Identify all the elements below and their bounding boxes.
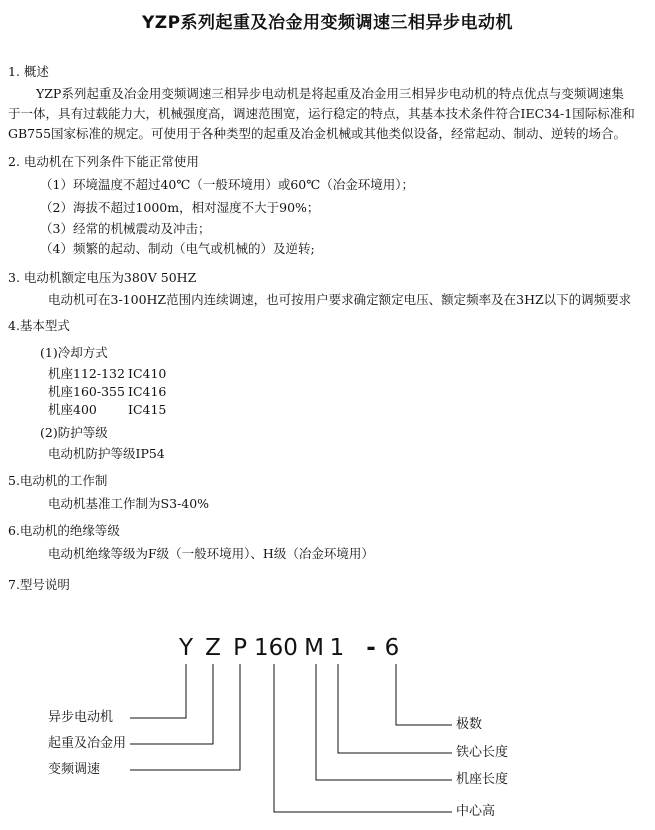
model-code-center-height: 160 (254, 635, 298, 661)
condition-item: （3）经常的机械震动及冲击； (40, 221, 211, 236)
section-3-heading: 3. 电动机额定电压为380V 50HZ (8, 270, 197, 285)
label-center-height: 中心高 (456, 804, 496, 819)
condition-item: （4）频繁的起动、制动（电气或机械的）及逆转; (40, 241, 315, 256)
section-6-heading: 6.电动机的绝缘等级 (8, 523, 120, 538)
label-frame-length: 机座长度 (456, 772, 509, 787)
cooling-heading: (1)冷却方式 (40, 345, 108, 360)
model-code-frame-length: M (304, 635, 324, 661)
condition-item: （2）海拔不超过1000m，相对湿度不大于90%； (40, 200, 320, 215)
section-1-heading: 1. 概述 (8, 64, 49, 79)
section-5-heading: 5.电动机的工作制 (8, 473, 108, 488)
cooling-code: IC410 (128, 366, 167, 381)
model-code-poles: 6 (384, 635, 400, 661)
model-code-crane: Z (205, 635, 221, 661)
condition-item: （1）环境温度不超过40℃（一般环境用）或60℃（冶金环境用）； (40, 177, 414, 192)
section-6-text: 电动机绝缘等级为F级（一般环境用）、H级（冶金环境用） (48, 546, 374, 561)
section-2-heading: 2. 电动机在下列条件下能正常使用 (8, 154, 199, 169)
model-code-core-length: 1 (329, 635, 345, 661)
cooling-code: IC415 (128, 402, 167, 417)
cooling-frame: 机座112-132 (48, 366, 125, 381)
cooling-frame: 机座160-355 (48, 384, 125, 399)
section-5-text: 电动机基准工作制为S3-40% (48, 496, 210, 511)
page-title: YZP系列起重及冶金用变频调速三相异步电动机 (141, 13, 514, 33)
protection-text: 电动机防护等级IP54 (48, 446, 165, 461)
section-7-heading: 7.型号说明 (8, 577, 70, 592)
label-poles: 极数 (456, 717, 483, 732)
section-1-paragraph: YZP系列起重及冶金用变频调速三相异步电动机是将起重及冶金用三相异步电动机的特点优点与变频调速集于一体，具有过载能力大，机械强度高，调速范围宽，运行稳定的特点，其基本技术条件符合IEC34-1国际标准和GB755国家标准的规定。可使用于各种类型的起重及冶金机械或其他类似设备，经常起动、制动、逆转的场合。 (8, 86, 635, 141)
section-4-heading: 4.基本型式 (8, 318, 70, 333)
label-async-motor: 异步电动机 (48, 710, 114, 725)
protection-heading: (2)防护等级 (40, 425, 108, 440)
model-code-dash: - (366, 635, 376, 661)
model-code-vfd: P (233, 635, 247, 661)
label-variable-frequency: 变频调速 (48, 762, 101, 777)
section-3-text: 电动机可在3-100HZ范围内连续调速，也可按用户要求确定额定电压、额定频率及在3HZ以下的调频要求 (48, 292, 632, 307)
label-crane-metallurgy: 起重及冶金用 (48, 736, 127, 751)
model-code-series: Y (178, 635, 194, 661)
cooling-code: IC416 (128, 384, 167, 399)
cooling-frame: 机座400 (48, 402, 97, 417)
label-core-length: 铁心长度 (456, 745, 509, 760)
